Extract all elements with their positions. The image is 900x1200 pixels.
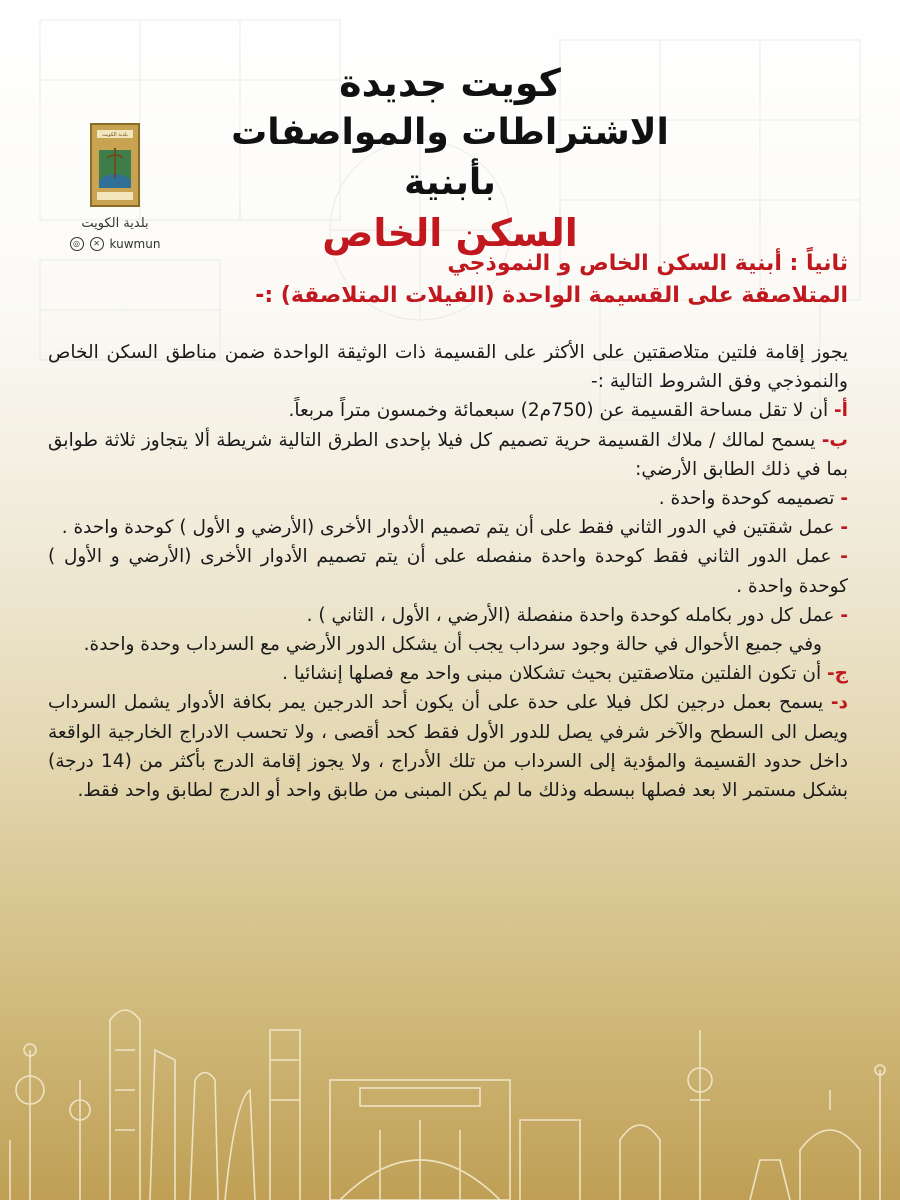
clause-b (48, 426, 848, 484)
clause-b-note: وفي جميع الأحوال في حالة وجود سرداب يجب أن يشكل الدور الأرضي مع السرداب وحدة واحدة. (83, 634, 822, 656)
page-title (190, 58, 710, 258)
clause-b-option-4-text: عمل كل دور بكامله كوحدة واحدة منفصلة (الأرضي ، الأول ، الثاني ) . (306, 604, 835, 626)
clause-b-text: يسمح لمالك / ملاك القسيمة حرية تصميم كل فيلا بإحدى الطرق التالية شريطة ألا يتجاوز ثلاثة طوابق بما في ذلك الطابق الأرضي: (48, 429, 848, 480)
clause-b-option-4 (48, 601, 848, 630)
section-heading-line-2: المتلاصقة على القسيمة الواحدة (الفيلات المتلاصقة) :- (255, 283, 848, 308)
clause-b-option-1-text: تصميمه كوحدة واحدة . (658, 488, 835, 510)
clause-b-option-3-text: عمل الدور الثاني فقط كوحدة واحدة منفصله على أن يتم تصميم الأدوار الأخرى (الأرضي و الأول ) كوحدة واحدة . (48, 546, 848, 597)
instagram-icon[interactable]: ◎ (70, 237, 84, 251)
clause-d-marker: د- (830, 692, 848, 714)
clause-b-option-2-text: عمل شقتين في الدور الثاني فقط على أن يتم تصميم الأدوار الأخرى (الأرضي و الأول ) كوحدة واحدة . (61, 517, 835, 539)
clause-a-marker: أ- (833, 400, 848, 422)
clause-c-text: أن تكون الفلتين متلاصقتين بحيث تشكلان مبنى واحد مع فصلها إنشائيا . (282, 663, 822, 685)
x-icon[interactable]: ✕ (90, 237, 104, 251)
regulations-body (48, 338, 848, 805)
clause-b-option-2 (48, 513, 848, 542)
intro-paragraph: يجوز إقامة فلتين متلاصقتين على الأكثر على القسيمة ذات الوثيقة الواحدة ضمن مناطق السكن الخاص والنموذجي وفق الشروط التالية :- (48, 342, 848, 393)
clause-d-text: يسمح بعمل درجين لكل فيلا على حدة على أن يكون أحد الدرجين يمر بكافة الأدوار يشمل السرداب ويصل الى السطح والآخر شرفي يصل للدور الأول فقط كحد أقصى ، ولا تحسب الادراج الخارجية الواقعة داخل حدود القسيمة والمؤدية إلى السرداب من تلك الأدراج ، ولا يجوز إقامة الدرج بأكثر من (14 درجة) بشكل مستمر الا بعد فصلها ببسطه وذلك ما لم يكن المبنى من طابق واحد أو الدرج لطابق واحد فقط. (48, 692, 849, 802)
clause-b-option-3 (48, 542, 848, 600)
option-dash: - (840, 517, 848, 539)
section-heading (48, 248, 848, 312)
title-line-2: الاشتراطات والمواصفات بأبنية (231, 112, 669, 203)
title-line-1: كويت جديدة (339, 61, 561, 105)
section-heading-line-1: ثانياً : أبنية السكن الخاص و النموذجي (447, 251, 848, 276)
social-handle[interactable]: kuwmun (109, 237, 161, 251)
clause-c (48, 659, 848, 688)
emblem-text: بلدية الكويت (102, 132, 128, 138)
clause-a-text: أن لا تقل مساحة القسيمة عن (750م2) سبعمائة وخمسون متراً مربعاً. (288, 400, 829, 422)
logo-name: بلدية الكويت (81, 216, 149, 231)
title-line-3: السكن الخاص (322, 211, 578, 255)
kuwait-municipality-emblem (89, 120, 141, 210)
kuwait-skyline-illustration (0, 970, 900, 1200)
option-dash: - (840, 488, 848, 510)
clause-b-marker: ب- (821, 429, 849, 451)
option-dash: - (840, 546, 848, 568)
clause-a (48, 396, 848, 425)
clause-d (48, 688, 848, 805)
option-dash: - (840, 604, 848, 626)
clause-b-option-1 (48, 484, 848, 513)
clause-c-marker: ج- (826, 663, 848, 685)
municipality-logo-block (55, 120, 175, 251)
